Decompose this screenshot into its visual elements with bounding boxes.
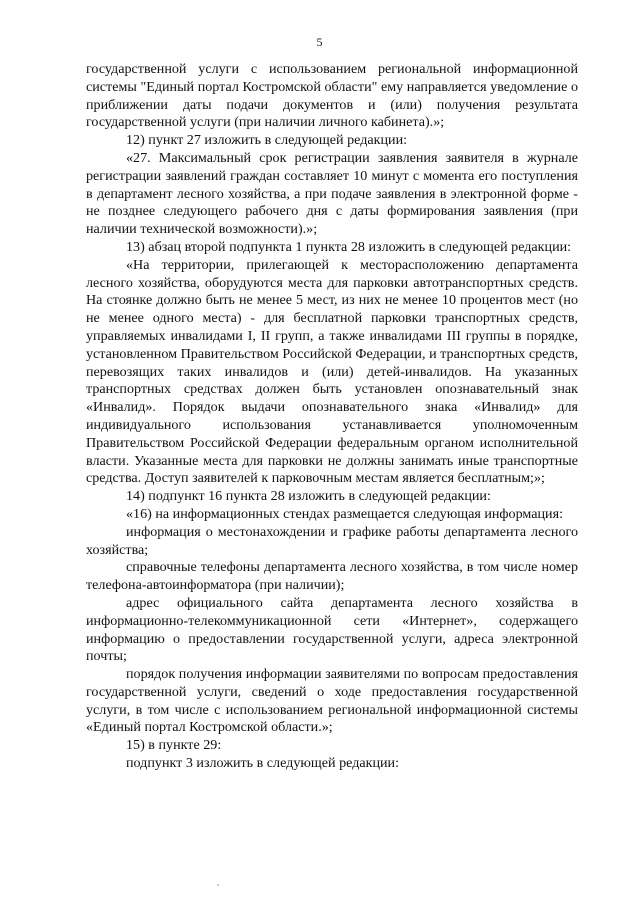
paragraph-website: адрес официального сайта департамента лесного хозяйства в информационно-телекоммуникационной сети «Интернет», содержащего информацию о предоставлении государственной услуги, адреса электронной почты; [86,594,578,665]
paragraph-clause-16: «16) на информационных стендах размещается следующая информация: [126,505,563,522]
paragraph-parking: «На территории, прилегающей к месторасположению департамента лесного хозяйства, оборудуются места для парковки автотранспортных средств. На стоянке должно быть не менее 5 мест, из них не менее 10 процентов мест (но не менее одного места) - для бесплатной парковки транспортных средств, управляемых инвалидами I, II групп, а также инвалидами III группы в порядке, установленном Правительством Российской Федерации, и транспортных средств, перевозящих таких инвалидов и (или) детей-инвалидов. На указанных транспортных средствах должен быть установлен опознавательный знак «Инвалид». Порядок выдачи опознавательного знака «Инвалид» для индивидуального использования устанавливается уполномоченным Правительством Российской Федерации федеральным органом исполнительной власти. Указанные места для парковки не должны занимать иные транспортные средства. Доступ заявителей к парковочным местам является бесплатным;»; [86,256,578,487]
page-number: 5 [316,35,323,49]
document-body [86,61,578,773]
paragraph-item-15: 15) в пункте 29: [126,737,222,754]
paragraph-phones: справочные телефоны департамента лесного хозяйства, в том числе номер телефона-автоинформатора (при наличии); [86,559,578,594]
paragraph-item-12: 12) пункт 27 изложить в следующей редакции: [126,132,408,149]
paragraph-continuation: государственной услуги с использованием региональной информационной системы "Единый портал Костромской области" ему направляется уведомление о приближении даты подачи документов и (или) получения результата государственной услуги (при наличии личного кабинета).»; [86,61,578,131]
paragraph-clause-27: «27. Максимальный срок регистрации заявления заявителя в журнале регистрации заявлений граждан составляет 10 минут с момента его поступления в департамент лесного хозяйства, а при подаче заявления в электронной форме - не позднее следующего рабочего дня с даты формирования заявления (при наличии технической возможности).»; [86,149,578,238]
paragraph-location-info: информация о местонахождении и графике работы департамента лесного хозяйства; [86,523,578,558]
paragraph-item-14: 14) подпункт 16 пункта 28 изложить в следующей редакции: [126,488,491,505]
paragraph-subitem-3: подпункт 3 изложить в следующей редакции: [126,755,400,772]
paragraph-item-13: 13) абзац второй подпункта 1 пункта 28 изложить в следующей редакции: [126,238,572,255]
paragraph-procedure: порядок получения информации заявителями по вопросам предоставления государственной услуги, сведений о ходе предоставления государственной услуги, в том числе с использованием региональной информационной системы «Единый портал Костромской области.»; [86,666,578,736]
scan-speck [217,884,219,886]
